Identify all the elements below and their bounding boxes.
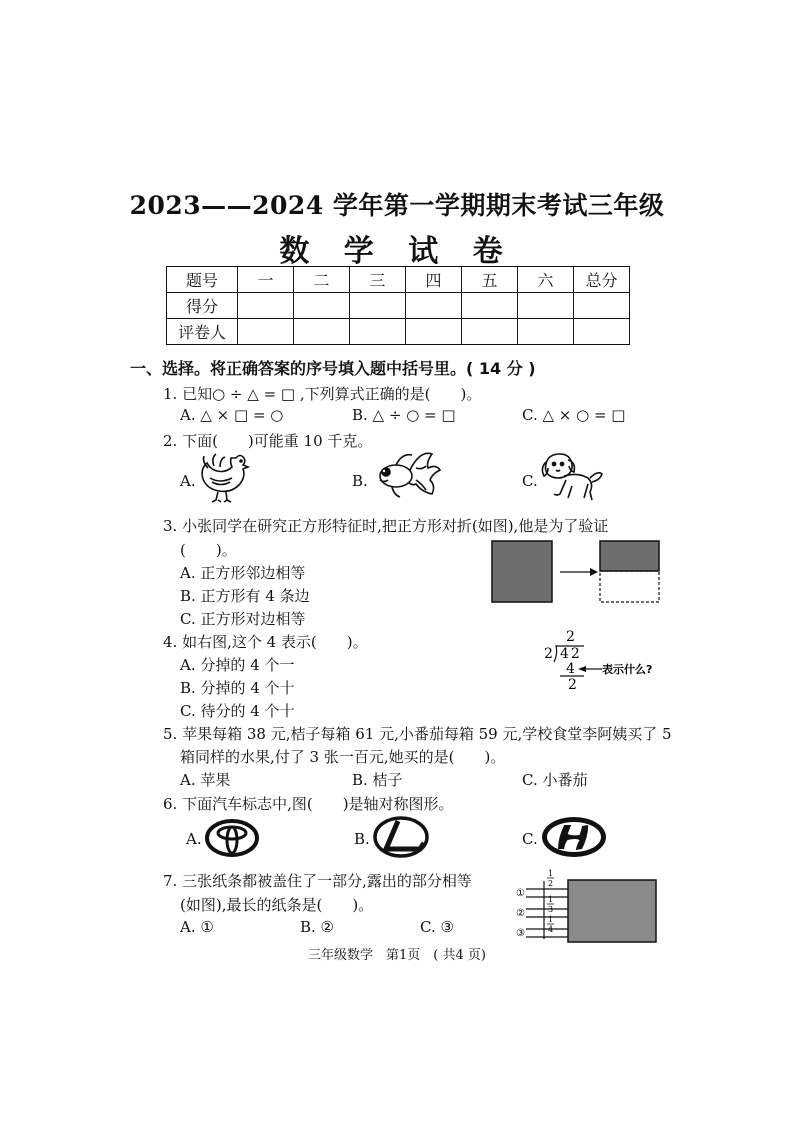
goldfish-icon: [372, 450, 442, 502]
section-heading: 一、选择。将正确答案的序号填入题中括号里。( 14 分 ): [130, 359, 536, 378]
question-7-option-c[interactable]: C. ③: [420, 918, 454, 936]
exam-subtitle: 数 学 试 卷: [279, 234, 515, 269]
score-table-header-cell: 题号: [167, 267, 238, 293]
question-3-option-c[interactable]: C. 正方形对边相等: [180, 610, 306, 628]
question-3-stem-continued: ( )。: [180, 541, 237, 559]
question-4-option-c[interactable]: C. 待分的 4 个十: [180, 702, 295, 720]
grader-cell[interactable]: [406, 319, 462, 345]
question-6-option-b[interactable]: B.: [354, 830, 370, 848]
grader-cell[interactable]: [518, 319, 574, 345]
folded-top-half: [600, 541, 659, 571]
score-table-row: [167, 293, 630, 319]
question-5-option-b[interactable]: B. 桔子: [352, 771, 403, 789]
strip-2-denominator: 3: [548, 905, 554, 914]
hen-icon: [196, 452, 254, 504]
arrow-head-icon: [590, 568, 598, 576]
question-3-stem: 3. 小张同学在研究正方形特征时,把正方形对折(如图),他是为了验证: [163, 517, 609, 535]
question-2-stem: 2. 下面( )可能重 10 千克。: [163, 432, 373, 450]
division-annotation: 表示什么?: [602, 663, 653, 676]
page-footer: 三年级数学 第1页 ( 共4 页): [308, 948, 486, 963]
score-table-row-label: 得分: [167, 293, 238, 319]
question-1-stem: 1. 已知○ ÷ △ = □ ,下列算式正确的是( )。: [163, 385, 482, 403]
strip-2-numerator: 1: [548, 895, 554, 904]
question-6-option-c[interactable]: C.: [522, 830, 538, 848]
question-4-stem: 4. 如右图,这个 4 表示( )。: [163, 633, 368, 651]
score-cell[interactable]: [462, 293, 518, 319]
score-table: [166, 266, 630, 345]
score-table-header-row: [167, 267, 630, 293]
question-3-option-a[interactable]: A. 正方形邻边相等: [180, 564, 306, 582]
cover-box: [568, 880, 656, 942]
score-table-header-cell: 六: [518, 267, 574, 293]
question-7-option-a[interactable]: A. ①: [180, 918, 214, 936]
folded-bottom-dashed: [600, 571, 659, 602]
strip-3-numerator: 1: [548, 915, 554, 924]
score-cell[interactable]: [406, 293, 462, 319]
question-1-option-c[interactable]: C. △ × ○ = □: [522, 406, 626, 424]
question-6-stem: 6. 下面汽车标志中,图( )是轴对称图形。: [163, 795, 454, 813]
question-5-stem-continued: 箱同样的水果,付了 3 张一百元,她买的是( )。: [180, 748, 506, 766]
question-7-stem: 7. 三张纸条都被盖住了一部分,露出的部分相等: [163, 872, 472, 890]
strip-1-numerator: 1: [548, 869, 554, 878]
question-7-option-b[interactable]: B. ②: [300, 918, 335, 936]
long-division-figure: [540, 628, 664, 692]
question-2-option-c[interactable]: C.: [522, 472, 538, 490]
score-table-header-cell: 一: [238, 267, 294, 293]
strip-label-1: ①: [516, 888, 525, 899]
grader-cell[interactable]: [238, 319, 294, 345]
score-table-header-cell: 总分: [574, 267, 630, 293]
score-cell[interactable]: [518, 293, 574, 319]
division-divisor: 2: [544, 646, 553, 662]
square-shape: [492, 541, 552, 602]
square-fold-figure: [490, 540, 662, 604]
question-2-option-a[interactable]: A.: [180, 472, 196, 490]
hyundai-logo-icon: [540, 815, 608, 859]
score-table-row: [167, 319, 630, 345]
score-table-header-cell: 五: [462, 267, 518, 293]
strip-label-3: ③: [516, 928, 525, 939]
score-table-header-cell: 四: [406, 267, 462, 293]
score-table-header-cell: 二: [294, 267, 350, 293]
question-5-option-c[interactable]: C. 小番茄: [522, 771, 588, 789]
grader-cell[interactable]: [462, 319, 518, 345]
question-5-stem: 5. 苹果每箱 38 元,桔子每箱 61 元,小番茄每箱 59 元,学校食堂李阿姨买了 5: [163, 725, 672, 743]
question-6-option-a[interactable]: A.: [186, 830, 202, 848]
strip-1-denominator: 2: [548, 879, 554, 888]
score-cell[interactable]: [574, 293, 630, 319]
question-2-option-b[interactable]: B.: [352, 472, 368, 490]
score-table-row-label: 评卷人: [167, 319, 238, 345]
question-7-stem-continued: (如图),最长的纸条是( )。: [180, 896, 374, 914]
division-dividend: 42: [560, 646, 582, 662]
question-4-option-a[interactable]: A. 分掉的 4 个一: [180, 656, 295, 674]
exam-title: 2023——2024 学年第一学期期末考试三年级: [129, 191, 665, 220]
pointer-arrow-icon: [578, 666, 586, 672]
division-remainder: 2: [568, 677, 577, 692]
score-table-header-cell: 三: [350, 267, 406, 293]
score-cell[interactable]: [238, 293, 294, 319]
grader-cell[interactable]: [350, 319, 406, 345]
division-product: 4: [566, 661, 575, 677]
dog-icon: [538, 450, 604, 504]
question-5-option-a[interactable]: A. 苹果: [180, 771, 231, 789]
score-cell[interactable]: [350, 293, 406, 319]
division-quotient: 2: [566, 629, 575, 645]
toyota-logo-icon: [204, 818, 260, 858]
paper-strips-figure: [514, 868, 660, 944]
question-1-option-b[interactable]: B. △ ÷ ○ = □: [352, 406, 456, 424]
strip-3-denominator: 4: [548, 925, 554, 934]
grader-cell[interactable]: [574, 319, 630, 345]
question-3-option-b[interactable]: B. 正方形有 4 条边: [180, 587, 310, 605]
lexus-logo-icon: [372, 815, 430, 859]
question-1-option-a[interactable]: A. △ × □ = ○: [180, 406, 284, 424]
score-cell[interactable]: [294, 293, 350, 319]
grader-cell[interactable]: [294, 319, 350, 345]
strip-label-2: ②: [516, 908, 525, 919]
question-4-option-b[interactable]: B. 分掉的 4 个十: [180, 679, 295, 697]
